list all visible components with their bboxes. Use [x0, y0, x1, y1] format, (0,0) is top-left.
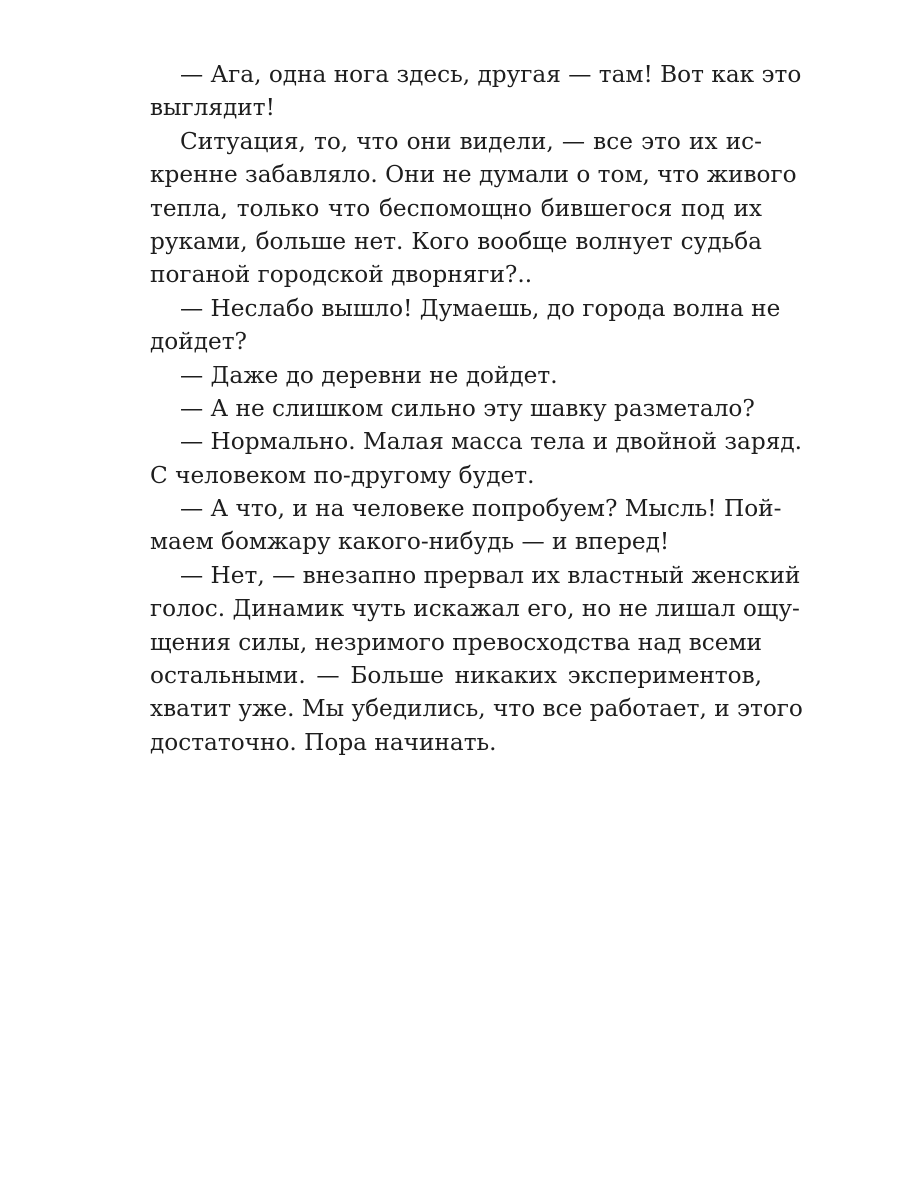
text-line: маем бомжару какого-нибудь — и вперед! [150, 528, 670, 556]
text-line: достаточно. Пора начинать. [150, 728, 497, 756]
text-line: голос. Динамик чуть искажал его, но не лишал ощу- [150, 595, 800, 623]
text-line: — А что, и на человеке попробуем? Мысль! Пой- [180, 495, 782, 523]
text-line: Ситуация, то, что они видели, — все это их ис- [180, 127, 762, 155]
text-line: — А не слишком сильно эту шавку разметало? [180, 394, 755, 422]
text-line: — Даже до деревни не дойдет. [180, 361, 558, 389]
text-line: кренне забавляло. Они не думали о том, что живого [150, 161, 797, 189]
text-line: — Ага, одна нога здесь, другая — там! Вот как это [180, 61, 802, 88]
text-line: С человеком по-другому будет. [150, 461, 535, 489]
text-line: — Нет, — внезапно прервал их властный женский [180, 561, 801, 589]
text-line: выглядит! [150, 94, 275, 122]
text-line: поганой городской дворняги?.. [150, 261, 533, 289]
text-line: дойдет? [150, 328, 247, 356]
body-text [150, 58, 803, 759]
text-line: хватит уже. Мы убедились, что все работает, и этого [150, 695, 803, 723]
text-line: щения силы, незримого превосходства над всеми [150, 628, 762, 656]
text-line: остальными. — Больше никаких экспериментов, [150, 662, 762, 690]
text-line: руками, больше нет. Кого вообще волнует судьба [150, 227, 762, 255]
text-line: тепла, только что беспомощно бившегося под их [150, 194, 762, 222]
text-line: — Неслабо вышло! Думаешь, до города волна не [180, 294, 781, 322]
text-line: — Нормально. Малая масса тела и двойной заряд. [180, 428, 802, 456]
